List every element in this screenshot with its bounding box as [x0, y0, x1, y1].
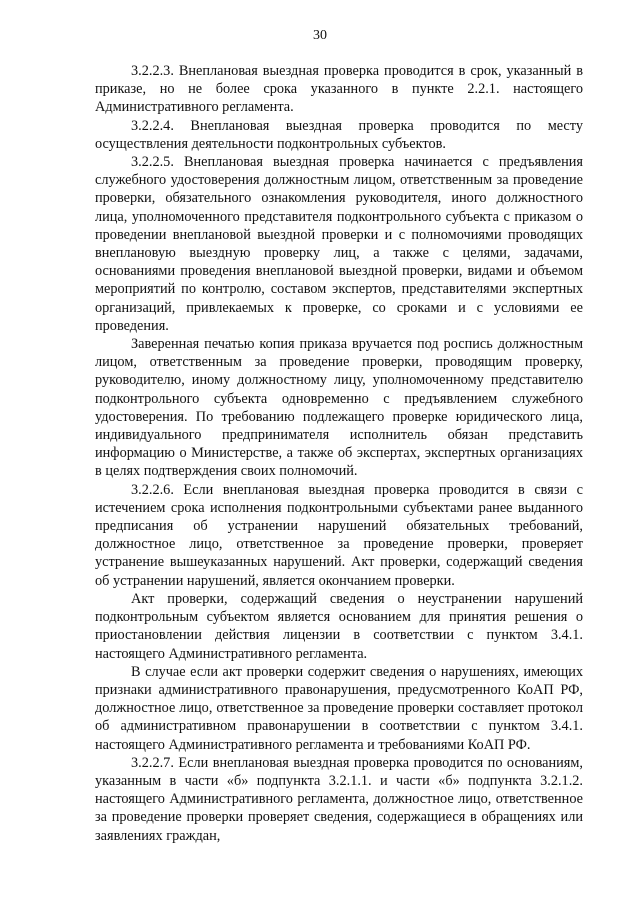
paragraph-license-suspension: Акт проверки, содержащий сведения о неустранении нарушений подконтрольным субъектом является основанием для принятия решения о приостановлении действия лицензии в соответствии с пунктом 3.4.1. настоящего Административного регламента. [95, 590, 583, 662]
paragraph-3-2-2-3: 3.2.2.3. Внеплановая выездная проверка проводится в срок, указанный в приказе, но не более срока указанного в пункте 2.2.1. настоящего Административного регламента. [95, 63, 583, 116]
paragraph-administrative-protocol: В случае если акт проверки содержит сведения о нарушениях, имеющих признаки административного правонарушения, предусмотренного КоАП РФ, должностное лицо, ответственное за проведение проверки составляет протокол об административном правонарушении в соответствии с пунктом 3.4.1. настоящего Административного регламента и требованиями КоАП РФ. [95, 663, 583, 753]
paragraph-3-2-2-7: 3.2.2.7. Если внеплановая выездная проверка проводится по основаниям, указанным в части «б» подпункта 3.2.1.1. и части «б» подпункта 3.2.1.2. настоящего Административного регламента, должностное лицо, ответственное за проведение проверки проверяет сведения, содержащиеся в обращениях или заявлениях граждан, [95, 754, 583, 844]
document-body [95, 62, 583, 845]
paragraph-3-2-2-6: 3.2.2.6. Если внеплановая выездная проверка проводится в связи с истечением срока исполнения подконтрольными субъектами ранее выданного предписания об устранении нарушений обязательных требований, должностное лицо, ответственное за проведение проверки, проверяет устранение вышеуказанных нарушений. Акт проверки, содержащий сведения об устранении нарушений, является окончанием проверки. [95, 481, 583, 589]
page-number: 30 [313, 28, 327, 43]
paragraph-3-2-2-5: 3.2.2.5. Внеплановая выездная проверка начинается с предъявления служебного удостоверения должностным лицом, ответственным за проведение проверки, обязательного ознакомления руководителя, иного должностного лица, уполномоченного представителя подконтрольного субъекта с приказом о проведении внеплановой выездной проверки и с полномочиями проводящих внеплановую выездную проверку лиц, а также с целями, задачами, основаниями проведения внеплановой выездной проверки, видами и объемом мероприятий по контролю, составом экспертов, представителями экспертных организаций, привлекаемых к проверке, со сроками и с условиями ее проведения. [95, 154, 583, 334]
paragraph-order-copy: Заверенная печатью копия приказа вручается под роспись должностным лицом, ответственным за проведение проверки, проводящим проверку, руководителю, иному должностному лицу, уполномоченному представителю подконтрольного субъекта одновременно с предъявлением служебного удостоверения. По требованию подлежащего проверке юридического лица, индивидуального предпринимателя исполнитель обязан представить информацию о Министерстве, а также об экспертах, экспертных организациях в целях подтверждения своих полномочий. [95, 336, 583, 480]
paragraph-3-2-2-4: 3.2.2.4. Внеплановая выездная проверка проводится по месту осуществления деятельности подконтрольных субъектов. [95, 117, 583, 152]
